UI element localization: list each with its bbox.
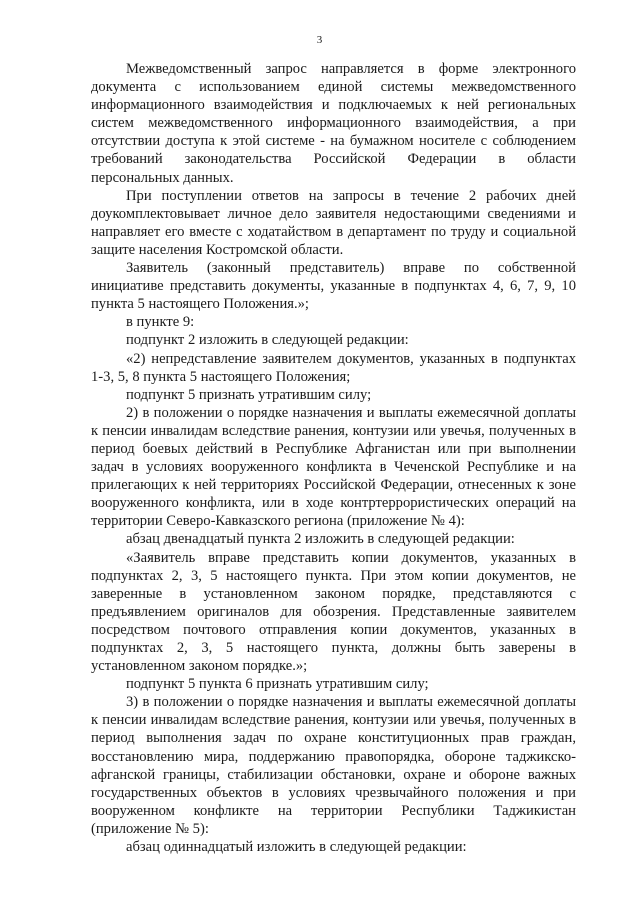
- page-number: 3: [316, 34, 323, 46]
- paragraph-point-2-edit: абзац двенадцатый пункта 2 изложить в следующей редакции:: [126, 531, 515, 548]
- paragraph-subpoint-2-text: «2) непредставление заявителем документов, указанных в подпунктах 1-3, 5, 8 пункта 5 настоящего Положения;: [91, 350, 576, 385]
- paragraph-applicant-right: Заявитель (законный представитель) вправе по собственной инициативе представить документы, указанные в подпунктах 4, 6, 7, 9, 10 пункта 5 настоящего Положения.»;: [91, 260, 576, 313]
- paragraph-item-2-appendix-4: 2) в положении о порядке назначения и выплаты ежемесячной доплаты к пенсии инвалидам вследствие ранения, контузии или увечья, полученных в период боевых действий в Республике Афганистан или при выполнении задач в условиях вооруженного конфликта в Чеченской Республике и на прилегающих к ней территориях Российской Федерации, отнесенных к зоне вооруженного конфликта, или в ходе контртеррористических операций на территории Северо-Кавказского региона (приложение № 4):: [91, 404, 576, 530]
- paragraph-point-6-void: подпункт 5 пункта 6 признать утратившим силу;: [126, 676, 429, 693]
- document-body: [91, 60, 576, 856]
- paragraph-applicant-copies: «Заявитель вправе представить копии документов, указанных в подпунктах 2, 3, 5 настоящего пункта. При этом копии документов, не заверенные в установленном законом порядке, представляются с предъявлением оригиналов для обозрения. Представленные заявителем посредством почтового отправления копии документов, указанных в подпунктах 2, 3, 5 настоящего пункта, должны быть заверены в установленном законом порядке.»;: [91, 549, 576, 675]
- paragraph-subpoint-5-void: подпункт 5 признать утратившим силу;: [126, 386, 372, 403]
- paragraph-item-3-appendix-5: 3) в положении о порядке назначения и выплаты ежемесячной доплаты к пенсии инвалидам вследствие ранения, контузии или увечья, полученных в период выполнения задач по охране конституционных прав граждан, восстановлению мира, поддержанию правопорядка, обороне таджикско-афганской границы, стабилизации обстановки, охране и обороне важных государственных объектов в условиях чрезвычайного положения и при вооруженном конфликте на территории Республики Таджикистан (приложение № 5):: [91, 694, 576, 837]
- paragraph-subpoint-2-edit: подпункт 2 изложить в следующей редакции:: [126, 332, 409, 349]
- paragraph-eleventh-edit: абзац одиннадцатый изложить в следующей редакции:: [126, 839, 467, 856]
- paragraph-interagency-request: Межведомственный запрос направляется в форме электронного документа с использованием единой системы межведомственного информационного взаимодействия и подключаемых к ней региональных систем межведомственного информационного взаимодействия, а при отсутствии доступа к этой системе - на бумажном носителе с соблюдением требований законодательства Российской Федерации в области персональных данных.: [91, 61, 576, 186]
- paragraph-in-point-9: в пункте 9:: [126, 314, 195, 331]
- paragraph-responses-processing: При поступлении ответов на запросы в течение 2 рабочих дней доукомплектовывает личное дело заявителя недостающими сведениями и направляет его вместе с ходатайством в департамент по труду и социальной защите населения Костромской области.: [91, 187, 576, 258]
